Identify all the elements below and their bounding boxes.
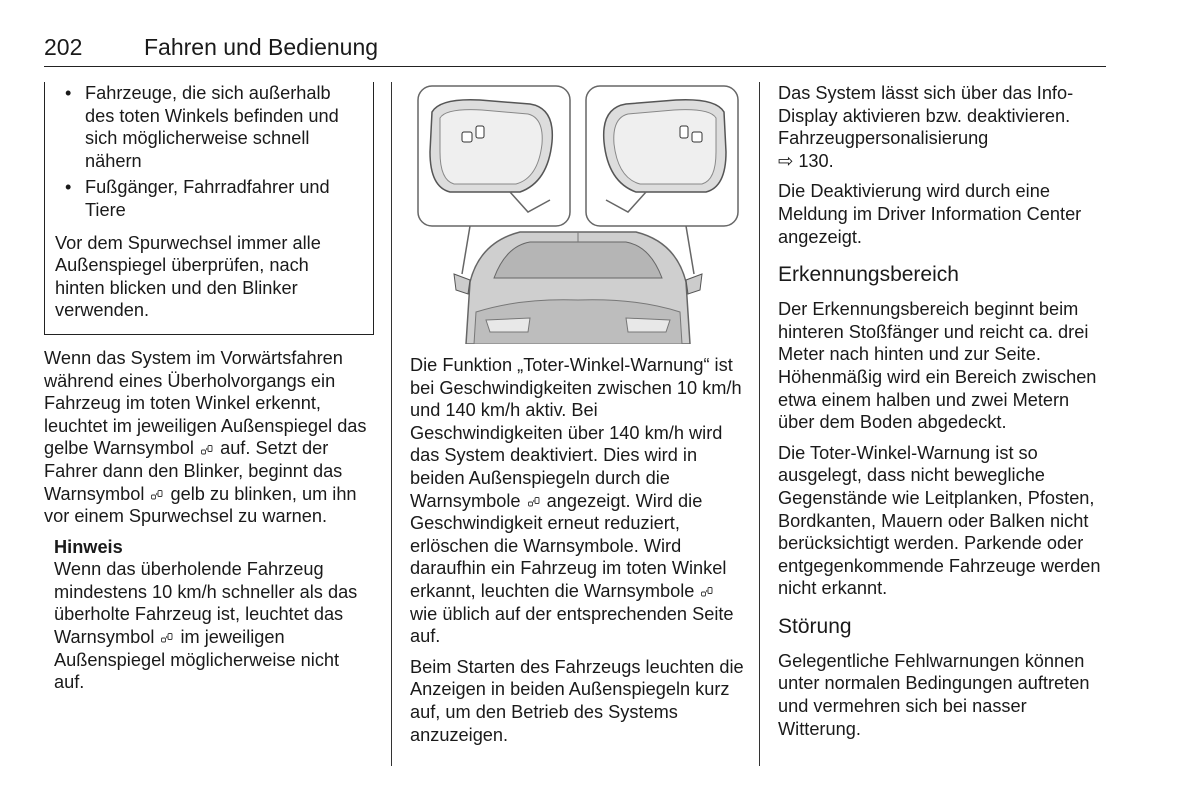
warning-box xyxy=(44,82,374,335)
paragraph: Der Erkennungsbereich beginnt beim hinteren Stoßfänger und reicht ca. drei Meter nach hinten und zur Seite. Höhenmäßig wird ein Bereich zwischen etwa einem halben und zwei Metern über dem Boden abgedeckt. xyxy=(778,299,1097,433)
blind-spot-warning-icon xyxy=(151,490,163,500)
paragraph: Beim Starten des Fahrzeugs leuchten die Anzeigen in beiden Außenspiegeln kurz auf, um den Betrieb des Systems anzuzeigen. xyxy=(410,656,744,745)
warning-text: Vor dem Spurwechsel immer alle Außenspiegel überprüfen, nach hinten blicken und den Blinker verwenden. xyxy=(55,232,321,321)
bullet-icon: • xyxy=(65,177,72,198)
column-divider xyxy=(391,82,392,766)
page-title: Fahren und Bedienung xyxy=(144,34,379,60)
bullet-list xyxy=(55,82,361,232)
paragraph: Gelegentliche Fehlwarnungen können unter normalen Bedingungen auftreten und vermehren sich bei nasser Witterung. xyxy=(778,650,1090,739)
paragraph: Die Funktion „Toter-Winkel-Warnung“ ist bei Geschwindigkeiten zwischen 10 km/h und 140 km/h aktiv. Bei Geschwindigkeiten über 140 km/h wird das System deaktiviert. Dies wird in beiden Außenspiegeln durch die Warnsymbole angezeigt. Wird die Geschwindigkeit erneut reduziert, erlöschen die Warnsymbole. Wird daraufhin ein Fahrzeug im toten Winkel erkannt, leuchten die Warnsymbole wie üblich auf der entsprechenden Seite auf. xyxy=(410,355,742,647)
page-reference-link[interactable]: 130. xyxy=(798,150,834,171)
column-left xyxy=(44,82,374,702)
column-divider xyxy=(759,82,760,766)
bullet-icon: • xyxy=(65,83,72,103)
reference-arrow-icon: ⇨ xyxy=(778,150,794,171)
paragraph: Wenn das System im Vorwärtsfahren während eines Überholvorgangs ein Fahrzeug im toten Winkel erkennt, leuchtet im jeweiligen Außenspiegel das gelbe Warnsymbol auf. Setzt der Fahrer dann den Blinker, beginnt das Warnsymbol gelb zu blinken, um ihn vor einem Spurwechsel zu warnen. xyxy=(44,347,367,527)
note-text: Wenn das überholende Fahrzeug mindestens 10 km/h schneller als das überholte Fahrzeug ist, leuchtet das Warnsymbol im jeweiligen Außenspiegel möglicherweise nicht auf. xyxy=(54,559,358,693)
section-heading: Erkennungsbereich xyxy=(778,263,959,287)
section-heading: Störung xyxy=(778,614,852,638)
paragraph: Das System lässt sich über das Info-Display aktivieren bzw. deaktivieren. Fahrzeugpersonalisierung ⇨ 130. xyxy=(778,83,1074,171)
blind-spot-warning-icon xyxy=(701,587,713,597)
list-item: • Fahrzeuge, die sich außerhalb des toten Winkels befinden und sich möglicherweise schnell nähern xyxy=(65,83,339,171)
column-middle xyxy=(410,82,745,754)
paragraph: Die Deaktivierung wird durch eine Meldung im Driver Information Center angezeigt. xyxy=(778,181,1082,247)
blind-spot-warning-icon xyxy=(201,445,213,455)
note-heading: Hinweis xyxy=(54,536,123,557)
mirror-illustration xyxy=(410,82,745,344)
list-item: • Fußgänger, Fahrradfahrer und Tiere xyxy=(65,177,330,220)
blind-spot-warning-icon xyxy=(161,633,173,643)
page-number: 202 xyxy=(44,34,83,60)
page-header xyxy=(44,34,1106,67)
paragraph: Die Toter-Winkel-Warnung ist so ausgelegt, dass nicht bewegliche Gegenstände wie Leitplanken, Pfosten, Bordkanten, Mauern oder Balken nicht berücksichtigt werden. Parkende oder entgegenkommende Fahrzeuge werden nicht erkannt. xyxy=(778,442,1101,599)
blind-spot-warning-icon xyxy=(528,497,540,507)
column-right xyxy=(778,82,1108,748)
